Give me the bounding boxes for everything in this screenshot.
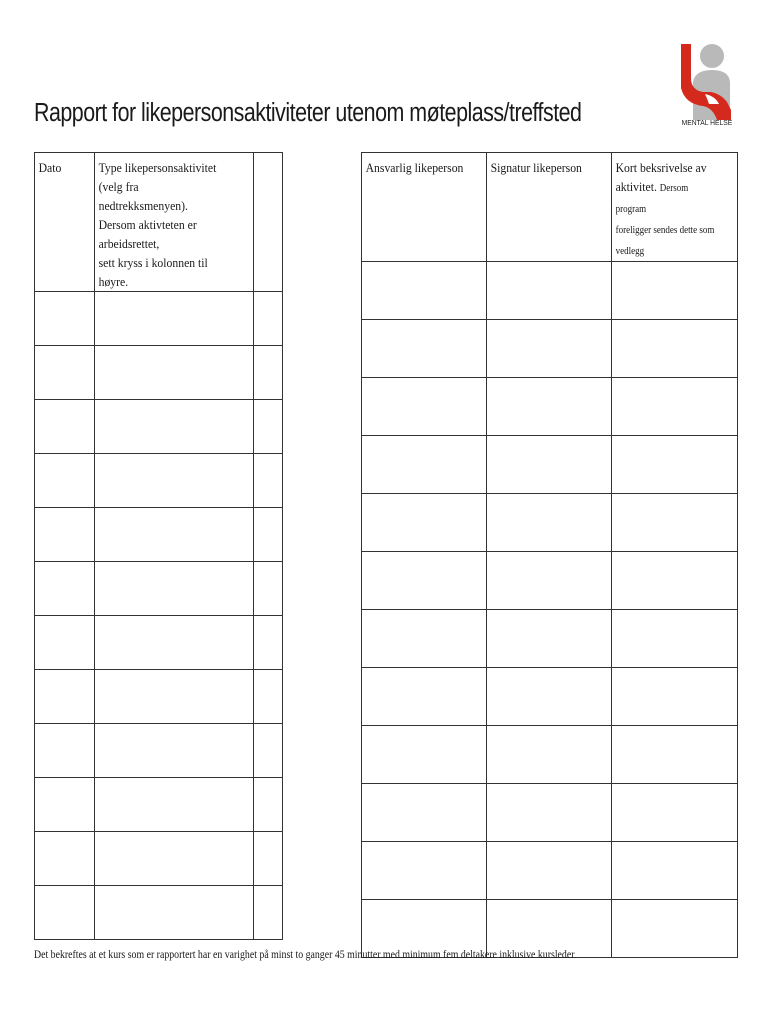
signatur-likeperson-cell[interactable] [487, 378, 612, 436]
dato-cell[interactable] [35, 670, 95, 724]
arbeidsrettet-checkbox-cell[interactable] [254, 400, 283, 454]
signature-row [362, 494, 738, 552]
header-dato: Dato [35, 153, 95, 292]
arbeidsrettet-checkbox-cell[interactable] [254, 346, 283, 400]
activity-row [35, 724, 283, 778]
type-aktivitet-cell[interactable] [95, 508, 254, 562]
dato-cell[interactable] [35, 832, 95, 886]
arbeidsrettet-checkbox-cell[interactable] [254, 724, 283, 778]
signature-row [362, 378, 738, 436]
dato-cell[interactable] [35, 454, 95, 508]
arbeidsrettet-checkbox-cell[interactable] [254, 616, 283, 670]
dato-cell[interactable] [35, 886, 95, 940]
type-aktivitet-cell[interactable] [95, 292, 254, 346]
arbeidsrettet-checkbox-cell[interactable] [254, 778, 283, 832]
header-signatur-likeperson: Signatur likeperson [487, 153, 612, 262]
activity-row [35, 670, 283, 724]
kort-beskrivelse-cell[interactable] [612, 494, 738, 552]
signatur-likeperson-cell[interactable] [487, 610, 612, 668]
kort-beskrivelse-cell[interactable] [612, 262, 738, 320]
dato-cell[interactable] [35, 508, 95, 562]
signatur-likeperson-cell[interactable] [487, 842, 612, 900]
signatur-likeperson-cell[interactable] [487, 552, 612, 610]
dato-cell[interactable] [35, 724, 95, 778]
kort-beskrivelse-cell[interactable] [612, 378, 738, 436]
activity-row [35, 508, 283, 562]
type-aktivitet-cell[interactable] [95, 778, 254, 832]
signature-row [362, 784, 738, 842]
kort-beskrivelse-cell[interactable] [612, 726, 738, 784]
arbeidsrettet-checkbox-cell[interactable] [254, 562, 283, 616]
header-ansvarlig-likeperson: Ansvarlig likeperson [362, 153, 487, 262]
dato-cell[interactable] [35, 400, 95, 454]
activity-table [34, 152, 283, 940]
signature-row [362, 668, 738, 726]
arbeidsrettet-checkbox-cell[interactable] [254, 832, 283, 886]
type-aktivitet-cell[interactable] [95, 346, 254, 400]
page-title: Rapport for likepersonsaktiviteter utenom møteplass/treffsted [34, 99, 582, 127]
kort-beskrivelse-cell[interactable] [612, 610, 738, 668]
signature-row [362, 262, 738, 320]
logo-text: MENTAL HELSE [681, 118, 733, 127]
activity-row [35, 346, 283, 400]
ansvarlig-likeperson-cell[interactable] [362, 552, 487, 610]
signature-row [362, 320, 738, 378]
signatur-likeperson-cell[interactable] [487, 784, 612, 842]
signatur-likeperson-cell[interactable] [487, 262, 612, 320]
signature-row [362, 610, 738, 668]
activity-row [35, 292, 283, 346]
signature-row [362, 726, 738, 784]
activity-row [35, 400, 283, 454]
signatur-likeperson-cell[interactable] [487, 320, 612, 378]
signatur-likeperson-cell[interactable] [487, 494, 612, 552]
kort-beskrivelse-cell[interactable] [612, 552, 738, 610]
header-kort-beskrivelse: Kort beksrivelse av aktivitet. Dersom program foreligger sendes dette som vedlegg [612, 153, 738, 262]
ansvarlig-likeperson-cell[interactable] [362, 494, 487, 552]
type-aktivitet-cell[interactable] [95, 616, 254, 670]
kort-beskrivelse-cell[interactable] [612, 900, 738, 958]
ansvarlig-likeperson-cell[interactable] [362, 378, 487, 436]
type-aktivitet-cell[interactable] [95, 886, 254, 940]
header-type-aktivitet: Type likepersonsaktivitet (velg fra nedtrekksmenyen). Dersom aktivteten er arbeidsrettet, sett kryss i kolonnen til høyre. [95, 153, 254, 292]
dato-cell[interactable] [35, 562, 95, 616]
kort-beskrivelse-cell[interactable] [612, 320, 738, 378]
activity-row [35, 616, 283, 670]
signatur-likeperson-cell[interactable] [487, 726, 612, 784]
arbeidsrettet-checkbox-cell[interactable] [254, 670, 283, 724]
kort-beskrivelse-cell[interactable] [612, 784, 738, 842]
type-aktivitet-cell[interactable] [95, 670, 254, 724]
footer-note: Det bekreftes at et kurs som er rapportert har en varighet på minst to ganger 45 minutter med minimum fem deltakere inklusive kursleder [34, 947, 575, 961]
activity-row [35, 832, 283, 886]
arbeidsrettet-checkbox-cell[interactable] [254, 886, 283, 940]
ansvarlig-likeperson-cell[interactable] [362, 842, 487, 900]
signature-row [362, 436, 738, 494]
signatur-likeperson-cell[interactable] [487, 436, 612, 494]
signature-row [362, 842, 738, 900]
arbeidsrettet-checkbox-cell[interactable] [254, 454, 283, 508]
dato-cell[interactable] [35, 346, 95, 400]
kort-beskrivelse-cell[interactable] [612, 842, 738, 900]
ansvarlig-likeperson-cell[interactable] [362, 436, 487, 494]
activity-row [35, 562, 283, 616]
type-aktivitet-cell[interactable] [95, 400, 254, 454]
arbeidsrettet-checkbox-cell[interactable] [254, 292, 283, 346]
type-aktivitet-cell[interactable] [95, 454, 254, 508]
type-aktivitet-cell[interactable] [95, 562, 254, 616]
ansvarlig-likeperson-cell[interactable] [362, 668, 487, 726]
ansvarlig-likeperson-cell[interactable] [362, 610, 487, 668]
signatur-likeperson-cell[interactable] [487, 668, 612, 726]
activity-row [35, 886, 283, 940]
header-arbeidsrettet [254, 153, 283, 292]
kort-beskrivelse-cell[interactable] [612, 668, 738, 726]
ansvarlig-likeperson-cell[interactable] [362, 784, 487, 842]
ansvarlig-likeperson-cell[interactable] [362, 726, 487, 784]
ansvarlig-likeperson-cell[interactable] [362, 320, 487, 378]
activity-row [35, 454, 283, 508]
dato-cell[interactable] [35, 292, 95, 346]
dato-cell[interactable] [35, 616, 95, 670]
signature-table [361, 152, 738, 958]
signature-row [362, 552, 738, 610]
arbeidsrettet-checkbox-cell[interactable] [254, 508, 283, 562]
type-aktivitet-cell[interactable] [95, 832, 254, 886]
kort-beskrivelse-cell[interactable] [612, 436, 738, 494]
ansvarlig-likeperson-cell[interactable] [362, 262, 487, 320]
dato-cell[interactable] [35, 778, 95, 832]
activity-row [35, 778, 283, 832]
type-aktivitet-cell[interactable] [95, 724, 254, 778]
